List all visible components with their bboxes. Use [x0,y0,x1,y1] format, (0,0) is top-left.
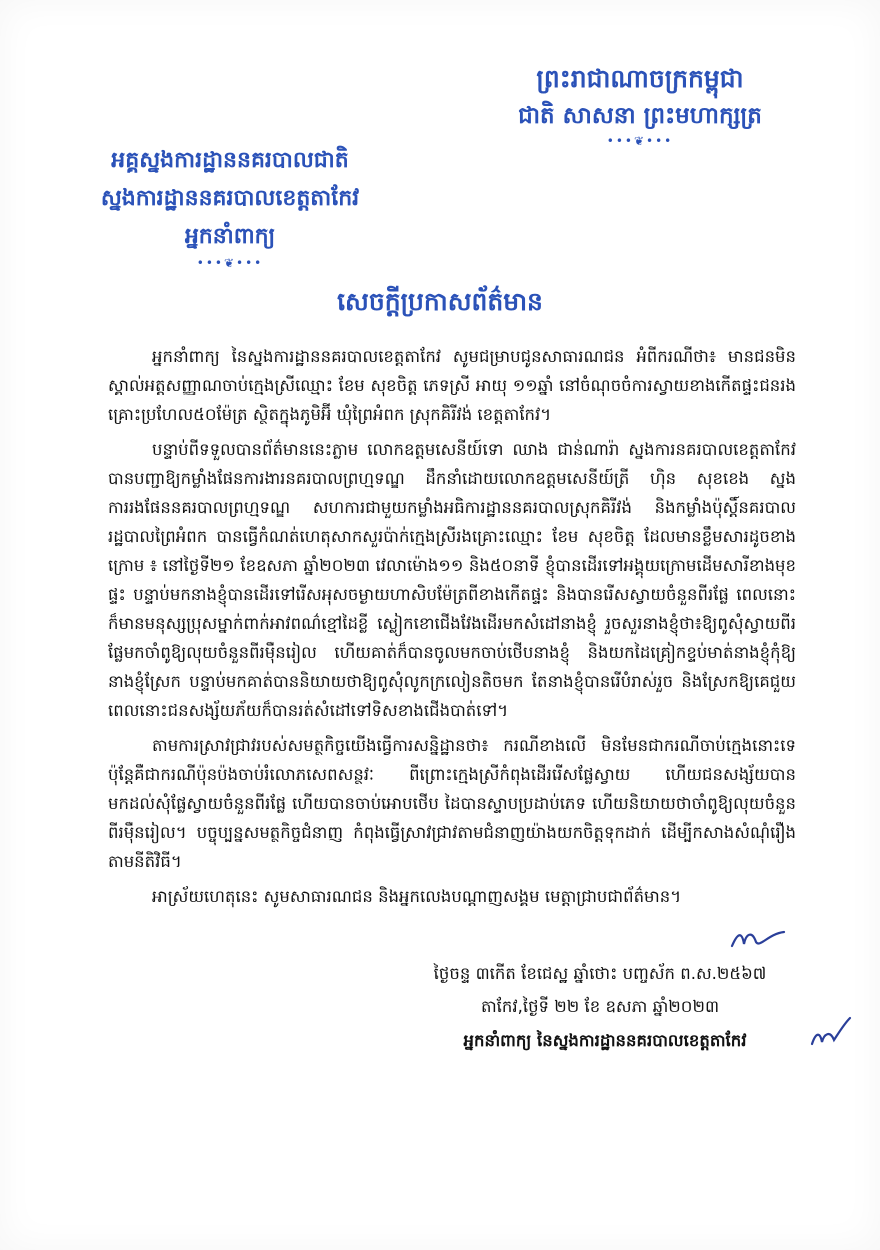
document-body [108,342,796,911]
signer-title: អ្នកនាំពាក្យ នៃស្នងការដ្ឋាននគរបាលខេត្តតាកែវ [463,1031,747,1050]
agency-line-2: ស្នងការដ្ឋាននគរបាលខេត្តតាកែវ [100,186,360,211]
agency-header [60,142,400,270]
paragraph-4: អាស្រ័យហេតុនេះ សូមសាធារណជន និងអ្នកលេងបណ្តាញសង្គម មេត្តាជ្រាបជាព័ត៌មាន។ [152,887,682,906]
agency-line-1: អគ្គស្នងការដ្ឋាននគរបាលជាតិ [111,148,349,173]
paragraph-3: តាមការស្រាវជ្រាវរបស់សមត្ថកិច្ចយើងធ្វើការសន្និដ្ឋានថា៖ ករណីខាងលើ មិនមែនជាករណីចាប់ក្មេងនោះទេ ប៉ុន្តែគឺជាករណីប៉ុនប៉ងចាប់រំលោភសេពសន្ថវៈ ពីព្រោះក្មេងស្រីកំពុងដើររើសផ្លែស្វាយ ហើយជនសង្ស័យបានមកដល់សុំផ្លែស្វាយចំនួនពីរផ្លែ ហើយបានចាប់អោបថើប ដៃបានស្ទាបប្រដាប់ភេទ ហើយនិយាយថាចាំពូឱ្យលុយចំនួនពីរម៉ឺនរៀល។ បច្ចុប្បន្នសមត្ថកិច្ចជំនាញ កំពុងធ្វើស្រាវជ្រាវតាមជំនាញយ៉ាងយកចិត្តទុកដាក់ ដើម្បីកសាងសំណុំរឿងតាមនីតិវិធី។ [108,736,796,871]
closing-block [380,957,820,1023]
agency-line-3: អ្នកនាំពាក្យ [184,224,276,249]
ornament-left: •••❦••• [196,256,264,270]
paragraph-2: បន្ទាប់ពីទទួលបានព័ត៌មាននេះភ្លាម លោកឧត្តមសេនីយ៍ទោ ឈាង ជាន់ណារ៉ា ស្នងការនគរបាលខេត្តតាកែវ បានបញ្ជាឱ្យកម្លាំងផែនការងារនគរបាលព្រហ្មទណ្ឌ ដឹកនាំដោយលោកឧត្តមសេនីយ៍ត្រី ហ៊ិន សុខខេង ស្នងការរងផែននគរបាលព្រហ្មទណ្ឌ សហការជាមួយកម្លាំងអធិការដ្ឋាននគរបាលស្រុកគិរីវង់ និងកម្លាំងប៉ុស្តិ៍នគរបាលរដ្ឋបាលព្រៃអំពក បានធ្វើកំណត់ហេតុសាកសួរប៉ាក់ក្មេងស្រីរងគ្រោះឈ្មោះ ខែម សុខចិត្ត ដែលមានខ្លឹមសារដូចខាងក្រោម ៖ នៅថ្ងៃទី២១ ខែឧសភា ឆ្នាំ២០២៣ វេលាម៉ោង១១ និង៥០នាទី ខ្ញុំបានដើរទៅអង្គុយក្រោមដើមសារីខាងមុខផ្ទះ បន្ទាប់មកនាងខ្ញុំបានដើរទៅរើសអុសចម្ងាយហាសិបម៉ែត្រពីខាងកើតផ្ទះ និងបានរើសស្វាយចំនួនពីរផ្លែ ពេលនោះក៏មានមនុស្សប្រុសម្នាក់ពាក់អាវពណ៌ខ្មៅដៃខ្លី ស្លៀកខោជើងវែងដើរមកសំដៅនាងខ្ញុំ រួចសួរនាងខ្ញុំថា៖ឱ្យពូសុំស្វាយពីរផ្លែមកចាំពូឱ្យលុយចំនួនពីរម៉ឺនរៀល ហើយគាត់ក៏បានចូលមកចាប់ថើបនាងខ្ញុំ និងយកដៃគ្រៀកខ្ទប់មាត់នាងខ្ញុំកុំឱ្យនាងខ្ញុំស្រែក បន្ទាប់មកគាត់បាននិយាយថាឱ្យពូសុំលូកក្រលៀនតិចមក តែនាងខ្ញុំបានរើបំរាស់រួច និងស្រែកឱ្យគេជួយ ពេលនោះជនសង្ស័យភ័យក៏បានរត់សំដៅទៅទិសខាងជើងបាត់ទៅ។ [108,440,796,720]
ornament-right: •••❦••• [606,134,674,148]
document-title: សេចក្តីប្រកាសព័ត៌មាន [337,287,543,316]
motto-line: ជាតិ សាសនា ព្រះមហាក្សត្រ [518,103,762,129]
paragraph-1: អ្នកនាំពាក្យ នៃស្នងការដ្ឋាននគរបាលខេត្តតាកែវ សូមជម្រាបជូនសាធារណជន អំពីករណីថា៖ មានជនមិនស្គាល់អត្តសញ្ញាណចាប់ក្មេងស្រីឈ្មោះ ខែម សុខចិត្ត ភេទស្រី អាយុ ១១ឆ្នាំ នៅចំណុចចំការស្វាយខាងកើតផ្ទះជនរងគ្រោះប្រហែល៥០ម៉ែត្រ ស្ថិតក្នុងភូមិអ៊ី ឃុំព្រៃអំពក ស្រុកគិរីវង់ ខេត្តតាកែវ។ [108,347,796,424]
lunar-date: ថ្ងៃចន្ទ ៣កើត ខែជេស្ឋ ឆ្នាំថោះ បញ្ចស័ក ព.ស.២៥៦៧ [433,964,767,983]
kingdom-line: ព្រះរាជាណាចក្រកម្ពុជា [536,64,744,93]
initial-mark-icon [728,924,788,954]
kingdom-header [490,60,790,148]
signature-mark-icon [808,1014,854,1054]
solar-date: តាកែវ,ថ្ងៃទី ២២ ខែ ឧសភា ឆ្នាំ២០២៣ [480,997,720,1016]
